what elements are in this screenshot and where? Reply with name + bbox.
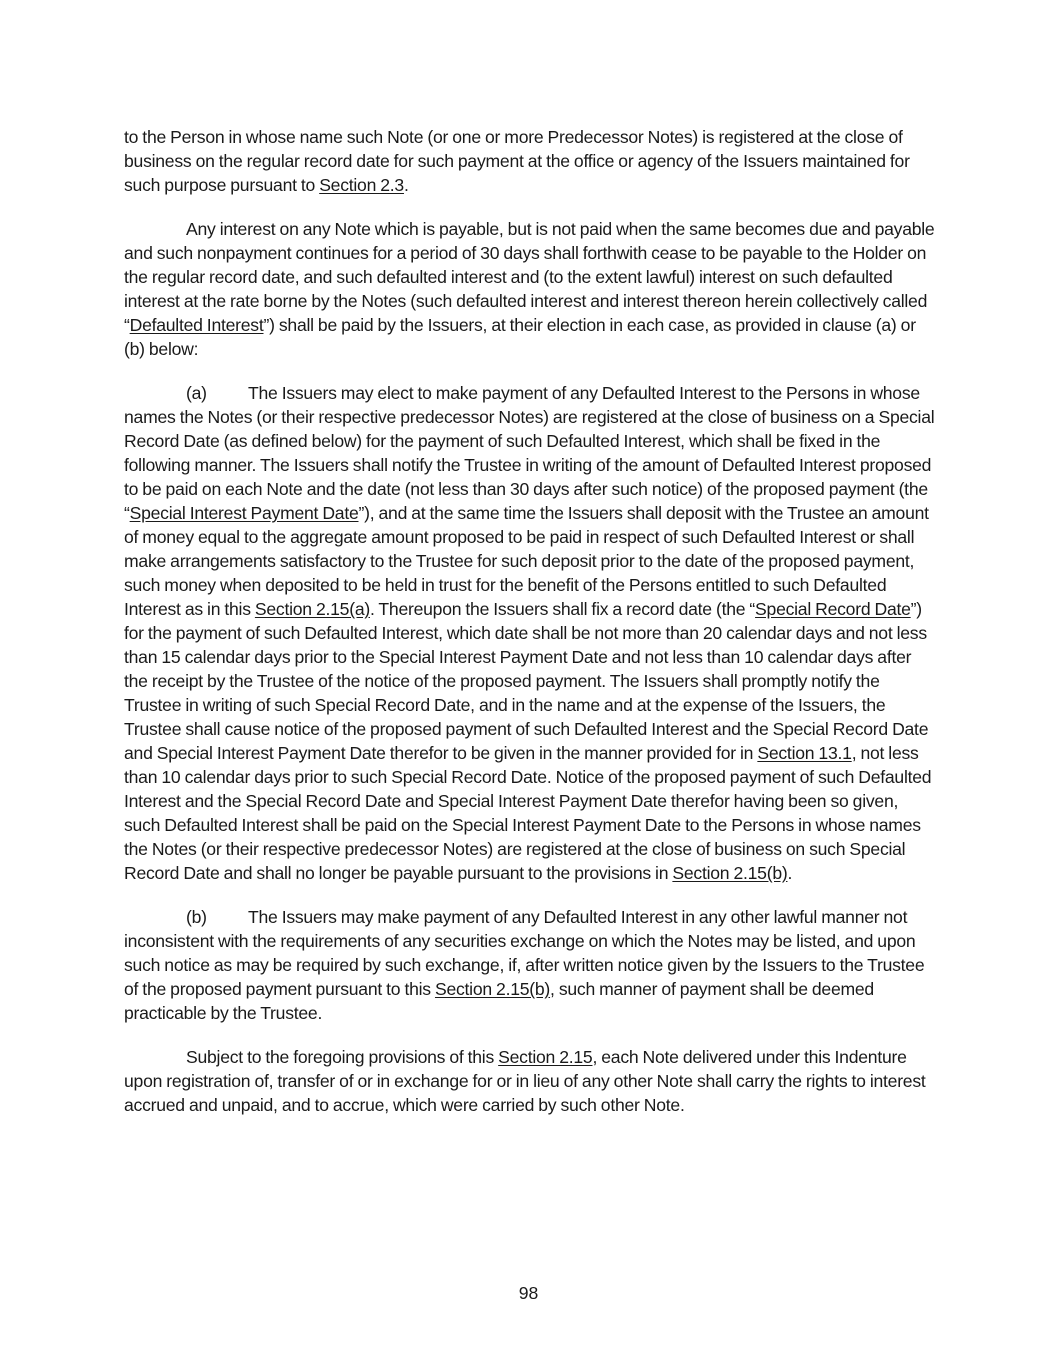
text-run: , each Note delivered under this Indenture upon registration of, transfer of or in exchange for or in lieu of any other Note shall carry the rights to interest accrued and unpaid, and to accrue, which were carried by such other Note.	[124, 1047, 926, 1115]
text-run: to the Person in whose name such Note (or one or more Predecessor Notes) is registered at the close of business on the regular record date for such payment at the office or agency of the Issuers maintained for such purpose pursuant to	[124, 127, 910, 195]
clause-label: (b)	[186, 907, 207, 927]
text-run: Subject to the foregoing provisions of this	[186, 1047, 499, 1067]
text-run: ”) for the payment of such Defaulted Interest, which date shall be not more than 20 calendar days and not less than 15 calendar days prior to the Special Interest Payment Date and not less than 10 calendar days after the receipt by the Trustee of the notice of the proposed payment. The Issuers shall promptly notify the Trustee in writing of such Special Record Date, and in the name and at the expense of the Issuers, the Trustee shall cause notice of the proposed payment of such Defaulted Interest and the Special Record Date and Special Interest Payment Date therefor to be given in the manner provided for in	[124, 599, 929, 763]
section-reference: Section 13.1	[757, 743, 852, 763]
defined-term: Defaulted Interest	[129, 315, 264, 335]
clause-label: (a)	[186, 383, 207, 403]
text-run: . Thereupon the Issuers shall fix a record date (the “	[369, 599, 756, 619]
text-run: .	[787, 863, 793, 883]
text-run: , not less than 10 calendar days prior to such Special Record Date. Notice of the proposed payment of such Defaulted Interest and the Special Record Date and Special Interest Payment Date therefor having been so given, such Defaulted Interest shall be paid on the Special Interest Payment Date to the Persons in whose names the Notes (or their respective predecessor Notes) are registered at the close of business on such Special Record Date and shall no longer be payable pursuant to the provisions in	[124, 743, 932, 883]
defined-term: Special Record Date	[755, 599, 911, 619]
paragraph-continuation	[124, 125, 936, 197]
section-reference: Section 2.15	[498, 1047, 593, 1067]
text-run: .	[403, 175, 409, 195]
document-body	[124, 125, 936, 1137]
text-run: The Issuers may elect to make payment of any Defaulted Interest to the Persons in whose names the Notes (or their respective predecessor Notes) are registered at the close of business on a Special Record Date (as defined below) for the payment of such Defaulted Interest, which shall be fixed in the following manner. The Issuers shall notify the Trustee in writing of the amount of Defaulted Interest proposed to be paid on each Note and the date (not less than 30 days after such notice) of the proposed payment (the “	[124, 383, 935, 523]
text-run: , such manner of payment shall be deemed practicable by the Trustee.	[124, 979, 874, 1023]
section-reference: Section 2.15(b)	[672, 863, 788, 883]
text-run: ”), and at the same time the Issuers shall deposit with the Trustee an amount of money equal to the aggregate amount proposed to be paid in respect of such Defaulted Interest or shall make arrangements satisfactory to the Trustee for such deposit prior to the date of the proposed payment, such money when deposited to be held in trust for the benefit of the Persons entitled to such Defaulted Interest as in this	[124, 503, 929, 619]
text-run: The Issuers may make payment of any Defaulted Interest in any other lawful manner not inconsistent with the requirements of any securities exchange on which the Notes may be listed, and upon such notice as may be required by such exchange, if, after written notice given by the Issuers to the Trustee of the proposed payment pursuant to this	[124, 907, 925, 999]
paragraph-subject-to	[124, 1045, 936, 1117]
section-reference: Section 2.15(b)	[434, 979, 551, 999]
text-run: Any interest on any Note which is payable, but is not paid when the same becomes due and payable and such nonpayment continues for a period of 30 days shall forthwith cease to be payable to the Holder on the regular record date, and such defaulted interest and (to the extent lawful) interest on such defaulted interest at the rate borne by the Notes (such defaulted interest and interest thereon herein collectively called “	[124, 219, 935, 335]
paragraph-defaulted-interest	[124, 217, 936, 361]
paragraph-clause-b	[124, 905, 936, 1025]
section-reference: Section 2.3	[319, 175, 404, 195]
section-reference: Section 2.15(a)	[254, 599, 370, 619]
text-run: ”) shall be paid by the Issuers, at their election in each case, as provided in clause (a) or (b) below:	[124, 315, 916, 359]
paragraph-clause-a	[124, 381, 936, 885]
defined-term: Special Interest Payment Date	[129, 503, 359, 523]
page-number: 98	[518, 1283, 539, 1303]
